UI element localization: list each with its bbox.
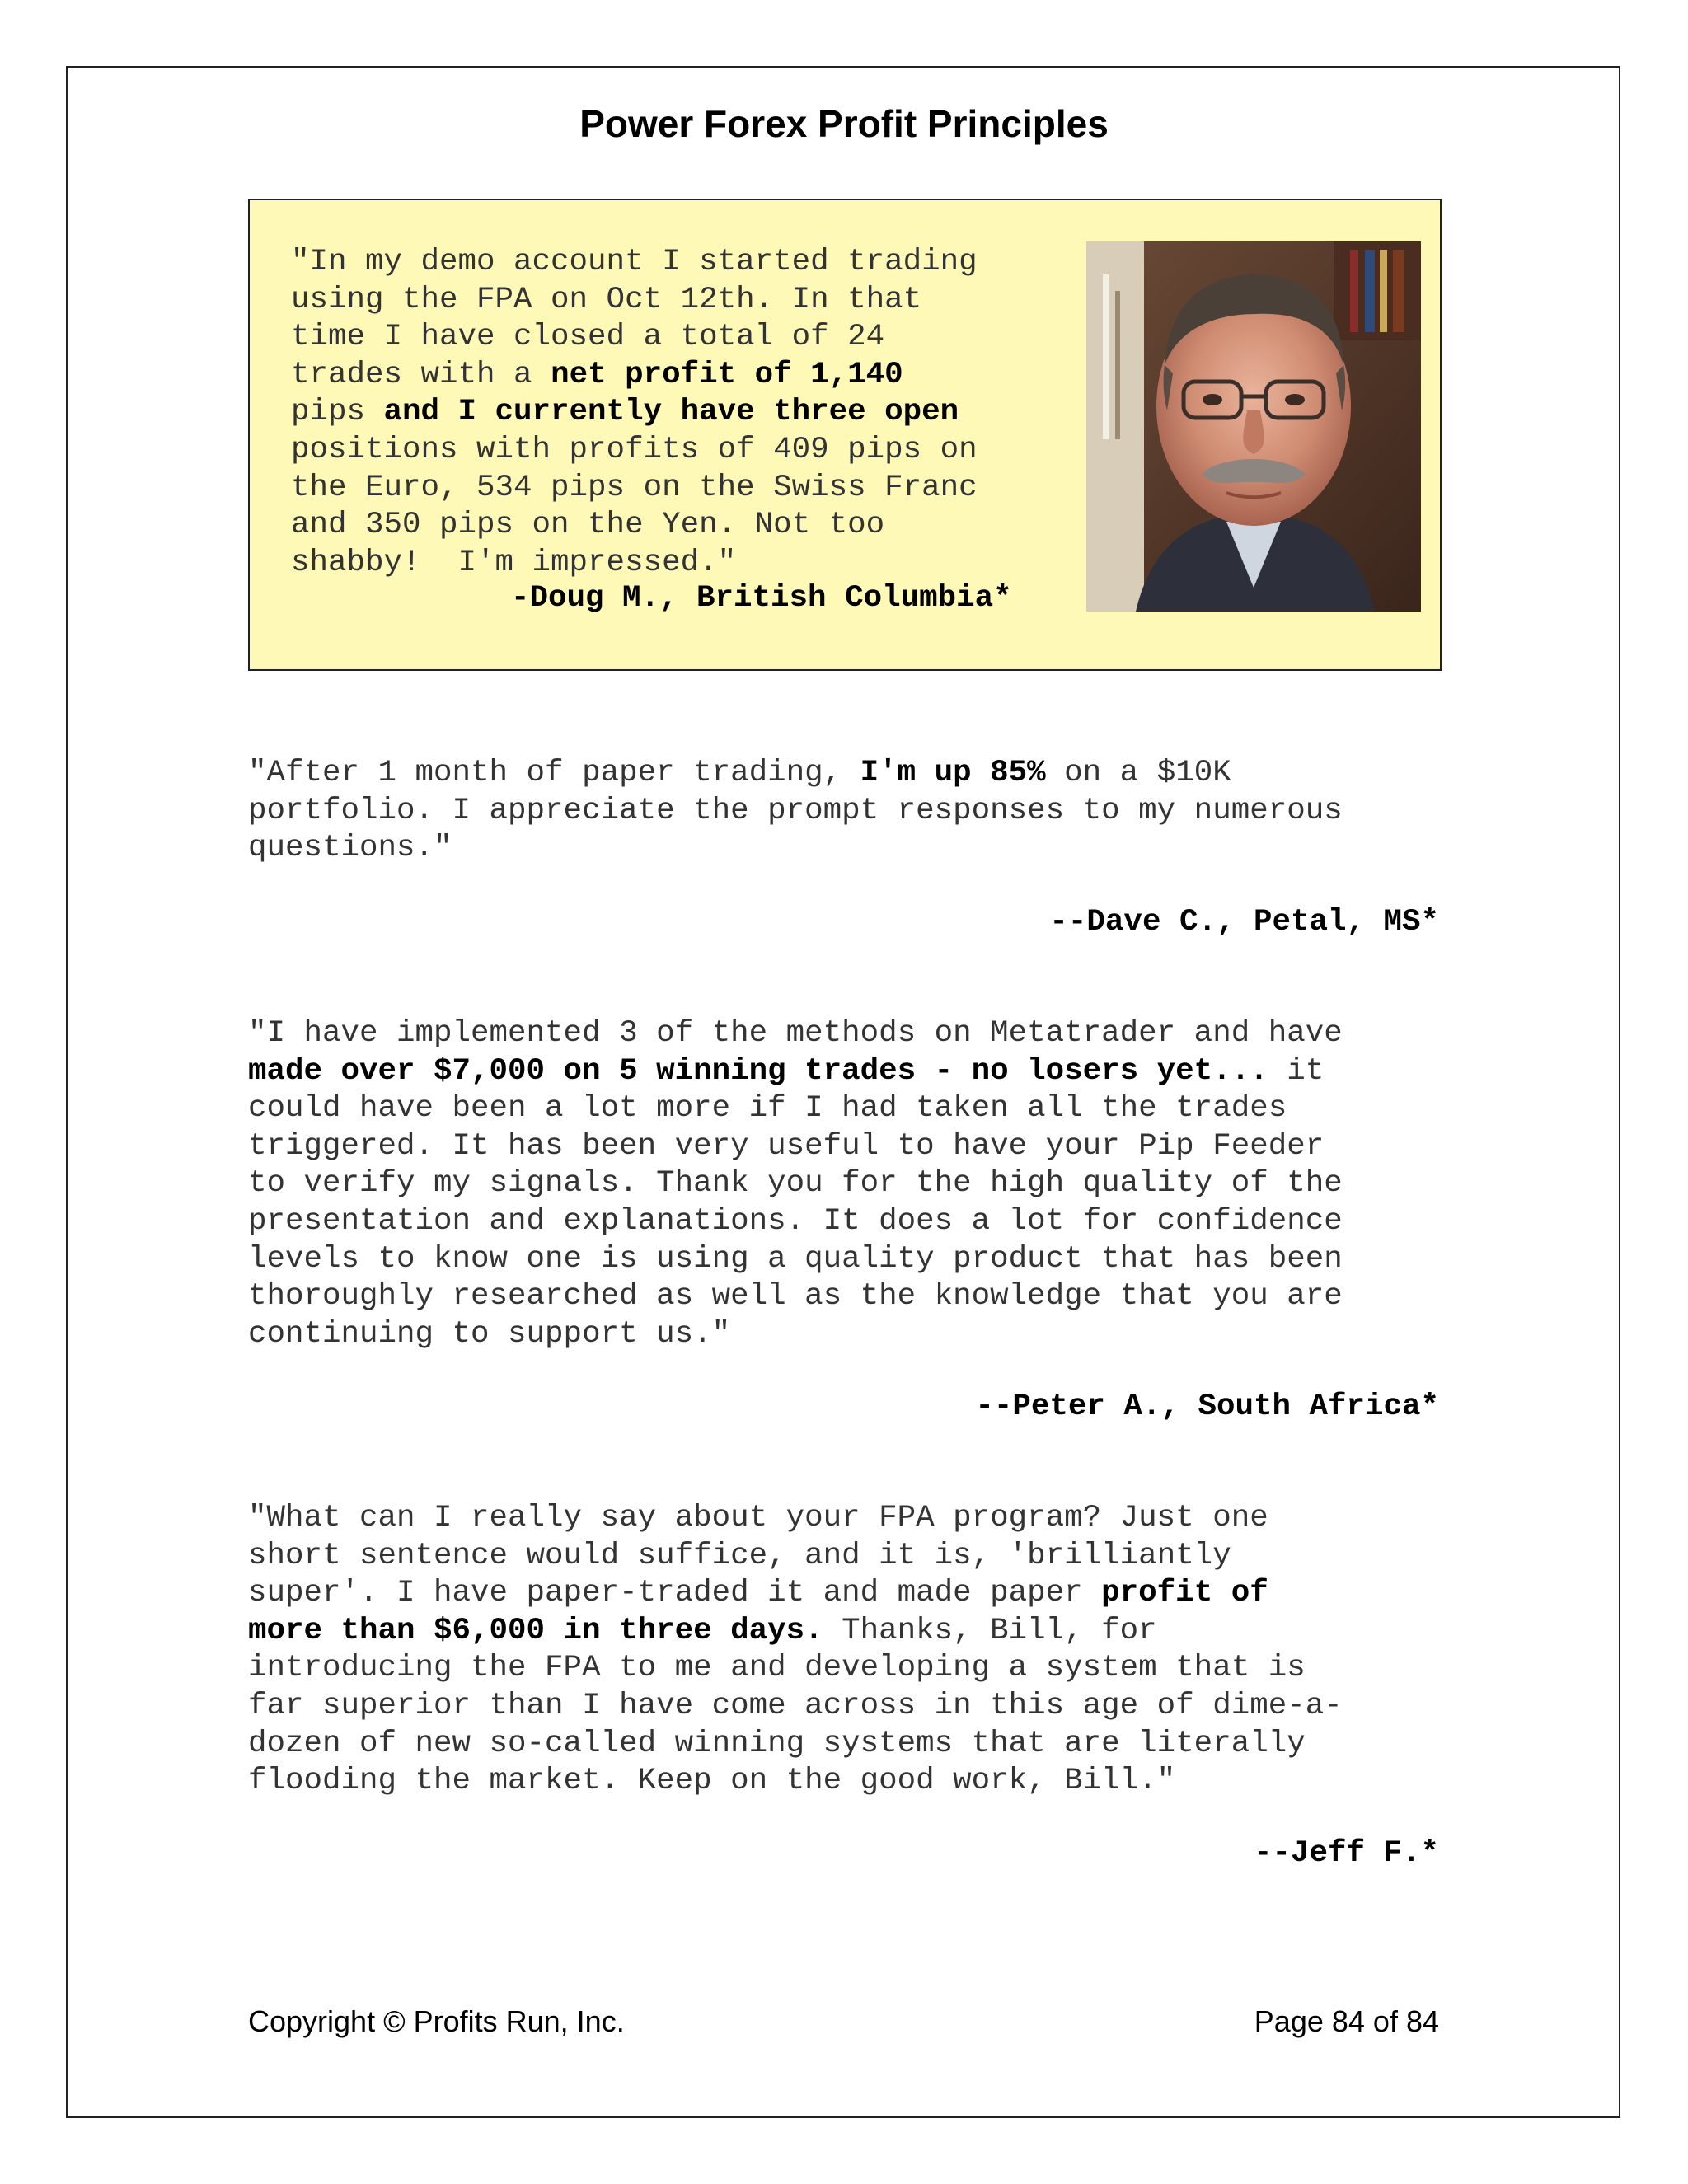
- text-segment: trades with a: [291, 357, 551, 392]
- text-segment: pips: [291, 395, 366, 430]
- text-segment: positions with profits of 409 pips on: [291, 432, 978, 467]
- text-line: [248, 1726, 1443, 1764]
- emphasized-text: net profit of 1,140: [551, 357, 903, 392]
- text-line: [248, 1241, 1443, 1279]
- testimonial-attribution: --Peter A., South Africa*: [975, 1390, 1439, 1424]
- text-segment: levels to know one is using a quality product that has been: [248, 1241, 1343, 1277]
- testimonial-text: [248, 1015, 1443, 1353]
- text-segment: presentation and explanations. It does a lot for confidence: [248, 1203, 1343, 1239]
- text-segment: on a $10K: [1045, 756, 1231, 790]
- testimonial-text: [248, 1500, 1443, 1801]
- text-line: [248, 793, 1443, 831]
- text-segment: using the FPA on Oct 12th. In that: [291, 282, 922, 317]
- text-segment: thoroughly researched as well as the knowledge that you are: [248, 1279, 1343, 1315]
- text-segment: could have been a lot more if I had taken all the trades: [248, 1091, 1287, 1127]
- text-segment: introducing the FPA to me and developing a system that is: [248, 1651, 1306, 1686]
- text-segment: dozen of new so-called winning systems that are literally: [248, 1726, 1306, 1761]
- text-segment: super'. I have paper-traded it and made paper: [248, 1576, 1102, 1611]
- text-segment: "In my demo account I started trading: [291, 245, 978, 279]
- text-line: [291, 470, 1074, 508]
- text-line: [291, 244, 1074, 282]
- testimonial-text: [248, 755, 1443, 868]
- text-line: [248, 1763, 1443, 1801]
- text-segment: "What can I really say about your FPA program? Just one: [248, 1501, 1268, 1535]
- text-segment: portfolio. I appreciate the prompt responses to my numerous: [248, 793, 1343, 828]
- testimonial-attribution: --Dave C., Petal, MS*: [1049, 905, 1439, 940]
- emphasized-text: I'm up 85%: [860, 756, 1046, 790]
- text-line: [291, 507, 1074, 545]
- text-segment: triggered. It has been very useful to have your Pip Feeder: [248, 1128, 1325, 1164]
- emphasized-text: profit of: [1101, 1576, 1268, 1611]
- copyright-notice: Copyright © Profits Run, Inc.: [248, 2004, 625, 2038]
- text-segment: continuing to support us.": [248, 1316, 731, 1352]
- featured-testimonial-attribution: -Doug M., British Columbia*: [511, 581, 1012, 616]
- text-line: [248, 1500, 1443, 1538]
- text-segment: it: [1268, 1053, 1325, 1089]
- text-line: [248, 755, 1443, 793]
- text-segment: "After 1 month of paper trading,: [248, 756, 860, 790]
- text-line: [248, 830, 1443, 868]
- text-segment: time I have closed a total of 24: [291, 320, 885, 355]
- testimonial-photo: [1086, 241, 1421, 612]
- text-line: [248, 1538, 1443, 1576]
- text-segment: far superior than I have come across in this age of dime-a-: [248, 1688, 1343, 1723]
- text-line: [248, 1278, 1443, 1316]
- text-line: [291, 282, 1074, 320]
- text-line: [248, 1613, 1443, 1651]
- text-line: [291, 394, 1074, 432]
- text-line: [248, 1053, 1443, 1091]
- text-line: [291, 545, 1074, 583]
- page-title: Power Forex Profit Principles: [579, 102, 1109, 145]
- text-segment: to verify my signals. Thank you for the high quality of the: [248, 1166, 1343, 1202]
- text-line: [248, 1650, 1443, 1688]
- text-segment: Thanks, Bill, for: [823, 1613, 1157, 1648]
- text-segment: and 350 pips on the Yen. Not too: [291, 508, 885, 543]
- text-line: [248, 1165, 1443, 1203]
- featured-testimonial-text: [291, 244, 1074, 582]
- text-segment: "I have implemented 3 of the methods on Metatrader and have: [248, 1016, 1343, 1051]
- text-line: [248, 1688, 1443, 1726]
- text-line: [291, 319, 1074, 357]
- text-line: [291, 432, 1074, 470]
- text-line: [248, 1015, 1443, 1053]
- text-segment: short sentence would suffice, and it is, 'brilliantly: [248, 1538, 1231, 1573]
- text-line: [248, 1575, 1443, 1613]
- emphasized-text: made over $7,000 on 5 winning trades - no losers yet...: [248, 1053, 1268, 1089]
- text-segment: questions.": [248, 831, 452, 866]
- emphasized-text: more than $6,000 in three days.: [248, 1613, 823, 1648]
- text-line: [248, 1090, 1443, 1128]
- text-line: [291, 357, 1074, 395]
- page-number: Page 84 of 84: [1254, 2004, 1439, 2038]
- text-segment: the Euro, 534 pips on the Swiss Franc: [291, 470, 978, 505]
- emphasized-text: and I currently have three open: [365, 395, 959, 430]
- testimonial-attribution: --Jeff F.*: [1253, 1836, 1439, 1871]
- text-segment: shabby! I'm impressed.": [291, 545, 737, 580]
- text-line: [248, 1316, 1443, 1354]
- text-line: [248, 1128, 1443, 1166]
- text-segment: flooding the market. Keep on the good work, Bill.": [248, 1764, 1176, 1799]
- text-line: [248, 1203, 1443, 1241]
